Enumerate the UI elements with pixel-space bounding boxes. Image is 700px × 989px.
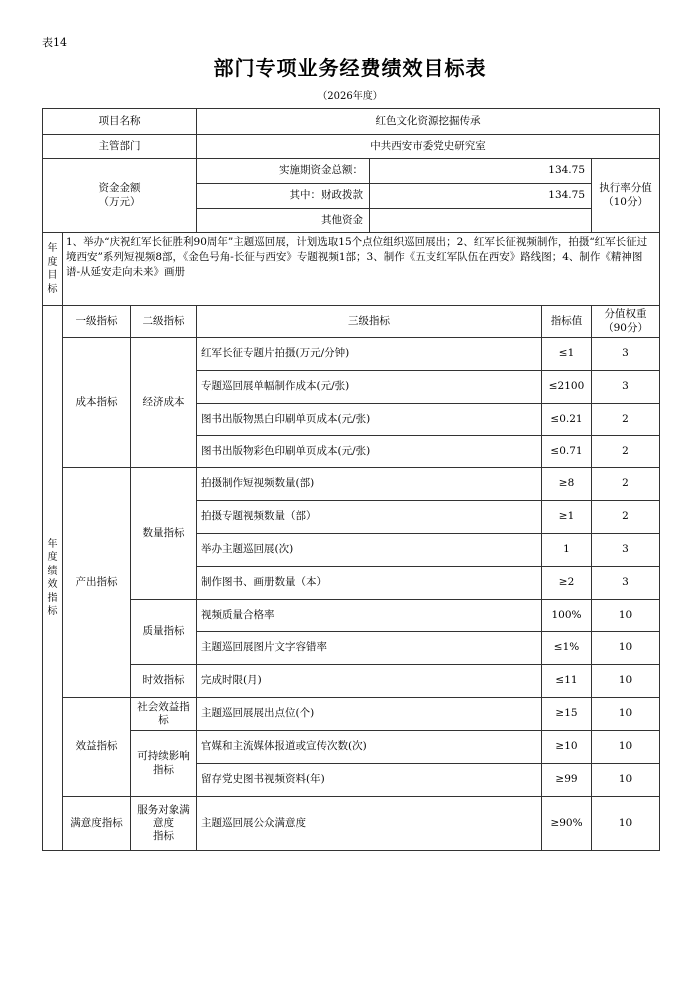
- exec-rate-line2: （10分）: [603, 195, 648, 208]
- row-l3: 制作图书、画册数量（本）: [197, 567, 542, 600]
- exec-rate-cell: [592, 159, 660, 233]
- header-l1: 一级指标: [63, 306, 131, 338]
- row-l3: 视频质量合格率: [197, 600, 542, 632]
- exec-rate-line1: 执行率分值: [599, 182, 652, 195]
- row-value: ≤1: [542, 338, 592, 371]
- goal-text: 1、举办“庆祝红军长征胜利90周年”主题巡回展，计划选取15个点位组织巡回展出；2、红军长征视频制作，拍摄“红军长征过境西安”系列短视频8部，《金色号角-长征与西安》专题视频1部；3、制作《五支红军队伍在西安》路线图；4、制作《精神图谱-从延安走向未来》画册: [63, 233, 660, 306]
- dept-label: 主管部门: [43, 135, 197, 159]
- fund-total-label: 实施期资金总额：: [197, 159, 370, 184]
- page-title: 部门专项业务经费绩效目标表: [213, 56, 487, 80]
- header-l3: 三级指标: [197, 306, 542, 338]
- l2-sustain: [131, 731, 197, 797]
- l2-service: [131, 797, 197, 851]
- row-weight: 2: [592, 404, 660, 436]
- row-weight: 10: [592, 764, 660, 797]
- l2-social-line2: 标: [158, 714, 169, 726]
- l2-service-line2: 意度: [153, 816, 174, 829]
- row-value: ≤1%: [542, 632, 592, 665]
- row-weight: 3: [592, 534, 660, 567]
- l2-social-line1: 社会效益指: [137, 700, 190, 713]
- row-value: ≥90%: [542, 797, 592, 851]
- l2-social: [131, 698, 197, 731]
- l2-sustain-line1: 可持续影响: [137, 750, 190, 763]
- fund-fiscal-value: 134.75: [370, 184, 592, 209]
- row-l3: 主题巡回展展出点位(个): [197, 698, 542, 731]
- perf-label: 年 度 绩 效 指 标: [43, 306, 63, 851]
- row-value: ≥99: [542, 764, 592, 797]
- row-value: ≥1: [542, 501, 592, 534]
- row-l3: 官媒和主流媒体报道或宣传次数(次): [197, 731, 542, 764]
- row-value: ≤0.71: [542, 436, 592, 468]
- row-value: ≥2: [542, 567, 592, 600]
- l1-satisfaction: 满意度指标: [63, 797, 131, 851]
- row-weight: 2: [592, 501, 660, 534]
- fund-label-line1: 资金金额: [98, 182, 141, 195]
- row-weight: 10: [592, 665, 660, 698]
- project-name-label: 项目名称: [43, 109, 197, 135]
- performance-table: [42, 108, 660, 851]
- row-l3: 图书出版物彩色印刷单页成本(元/张): [197, 436, 542, 468]
- table-number: 表14: [42, 36, 67, 49]
- goal-label: 年 度 目 标: [43, 233, 63, 306]
- l2-quantity: 数量指标: [131, 468, 197, 600]
- l2-sustain-line2: 指标: [153, 763, 174, 776]
- header-value: 指标值: [542, 306, 592, 338]
- fund-other-label: 其他资金: [197, 209, 370, 233]
- l2-service-line1: 服务对象满: [137, 803, 190, 816]
- row-weight: 3: [592, 567, 660, 600]
- row-l3: 主题巡回展公众满意度: [197, 797, 542, 851]
- l1-cost: 成本指标: [63, 338, 131, 468]
- row-weight: 10: [592, 600, 660, 632]
- header-weight-line1: 分值权重: [604, 308, 647, 321]
- year-label: （2026年度）: [317, 91, 383, 102]
- header-l2: 二级指标: [131, 306, 197, 338]
- row-l3: 主题巡回展图片文字容错率: [197, 632, 542, 665]
- row-value: ≤11: [542, 665, 592, 698]
- row-l3: 红军长征专题片拍摄(万元/分钟): [197, 338, 542, 371]
- fund-label: [43, 159, 197, 233]
- l2-economic: 经济成本: [131, 338, 197, 468]
- row-value: ≤2100: [542, 371, 592, 404]
- row-value: 1: [542, 534, 592, 567]
- row-weight: 2: [592, 468, 660, 501]
- header-weight-line2: （90分）: [603, 321, 648, 334]
- row-weight: 10: [592, 731, 660, 764]
- l2-quality: 质量指标: [131, 600, 197, 665]
- row-l3: 完成时限(月): [197, 665, 542, 698]
- row-weight: 3: [592, 371, 660, 404]
- row-l3: 举办主题巡回展(次): [197, 534, 542, 567]
- row-l3: 拍摄制作短视频数量(部): [197, 468, 542, 501]
- fund-label-line2: （万元）: [98, 195, 141, 208]
- row-weight: 10: [592, 698, 660, 731]
- row-value: ≥8: [542, 468, 592, 501]
- l2-service-line3: 指标: [153, 830, 174, 843]
- row-weight: 10: [592, 632, 660, 665]
- row-value: ≤0.21: [542, 404, 592, 436]
- row-l3: 留存党史图书视频资料(年): [197, 764, 542, 797]
- fund-other-value: [370, 209, 592, 233]
- row-weight: 3: [592, 338, 660, 371]
- dept-value: 中共西安市委党史研究室: [197, 135, 660, 159]
- row-value: ≥10: [542, 731, 592, 764]
- l2-timeliness: 时效指标: [131, 665, 197, 698]
- l1-benefit: 效益指标: [63, 698, 131, 797]
- row-weight: 2: [592, 436, 660, 468]
- row-l3: 拍摄专题视频数量（部）: [197, 501, 542, 534]
- row-weight: 10: [592, 797, 660, 851]
- fund-fiscal-label: 其中：财政拨款: [197, 184, 370, 209]
- row-value: 100%: [542, 600, 592, 632]
- row-value: ≥15: [542, 698, 592, 731]
- project-name: 红色文化资源挖掘传承: [197, 109, 660, 135]
- fund-total-value: 134.75: [370, 159, 592, 184]
- l1-output: 产出指标: [63, 468, 131, 698]
- row-l3: 图书出版物黑白印刷单页成本(元/张): [197, 404, 542, 436]
- header-weight: [592, 306, 660, 338]
- row-l3: 专题巡回展单幅制作成本(元/张): [197, 371, 542, 404]
